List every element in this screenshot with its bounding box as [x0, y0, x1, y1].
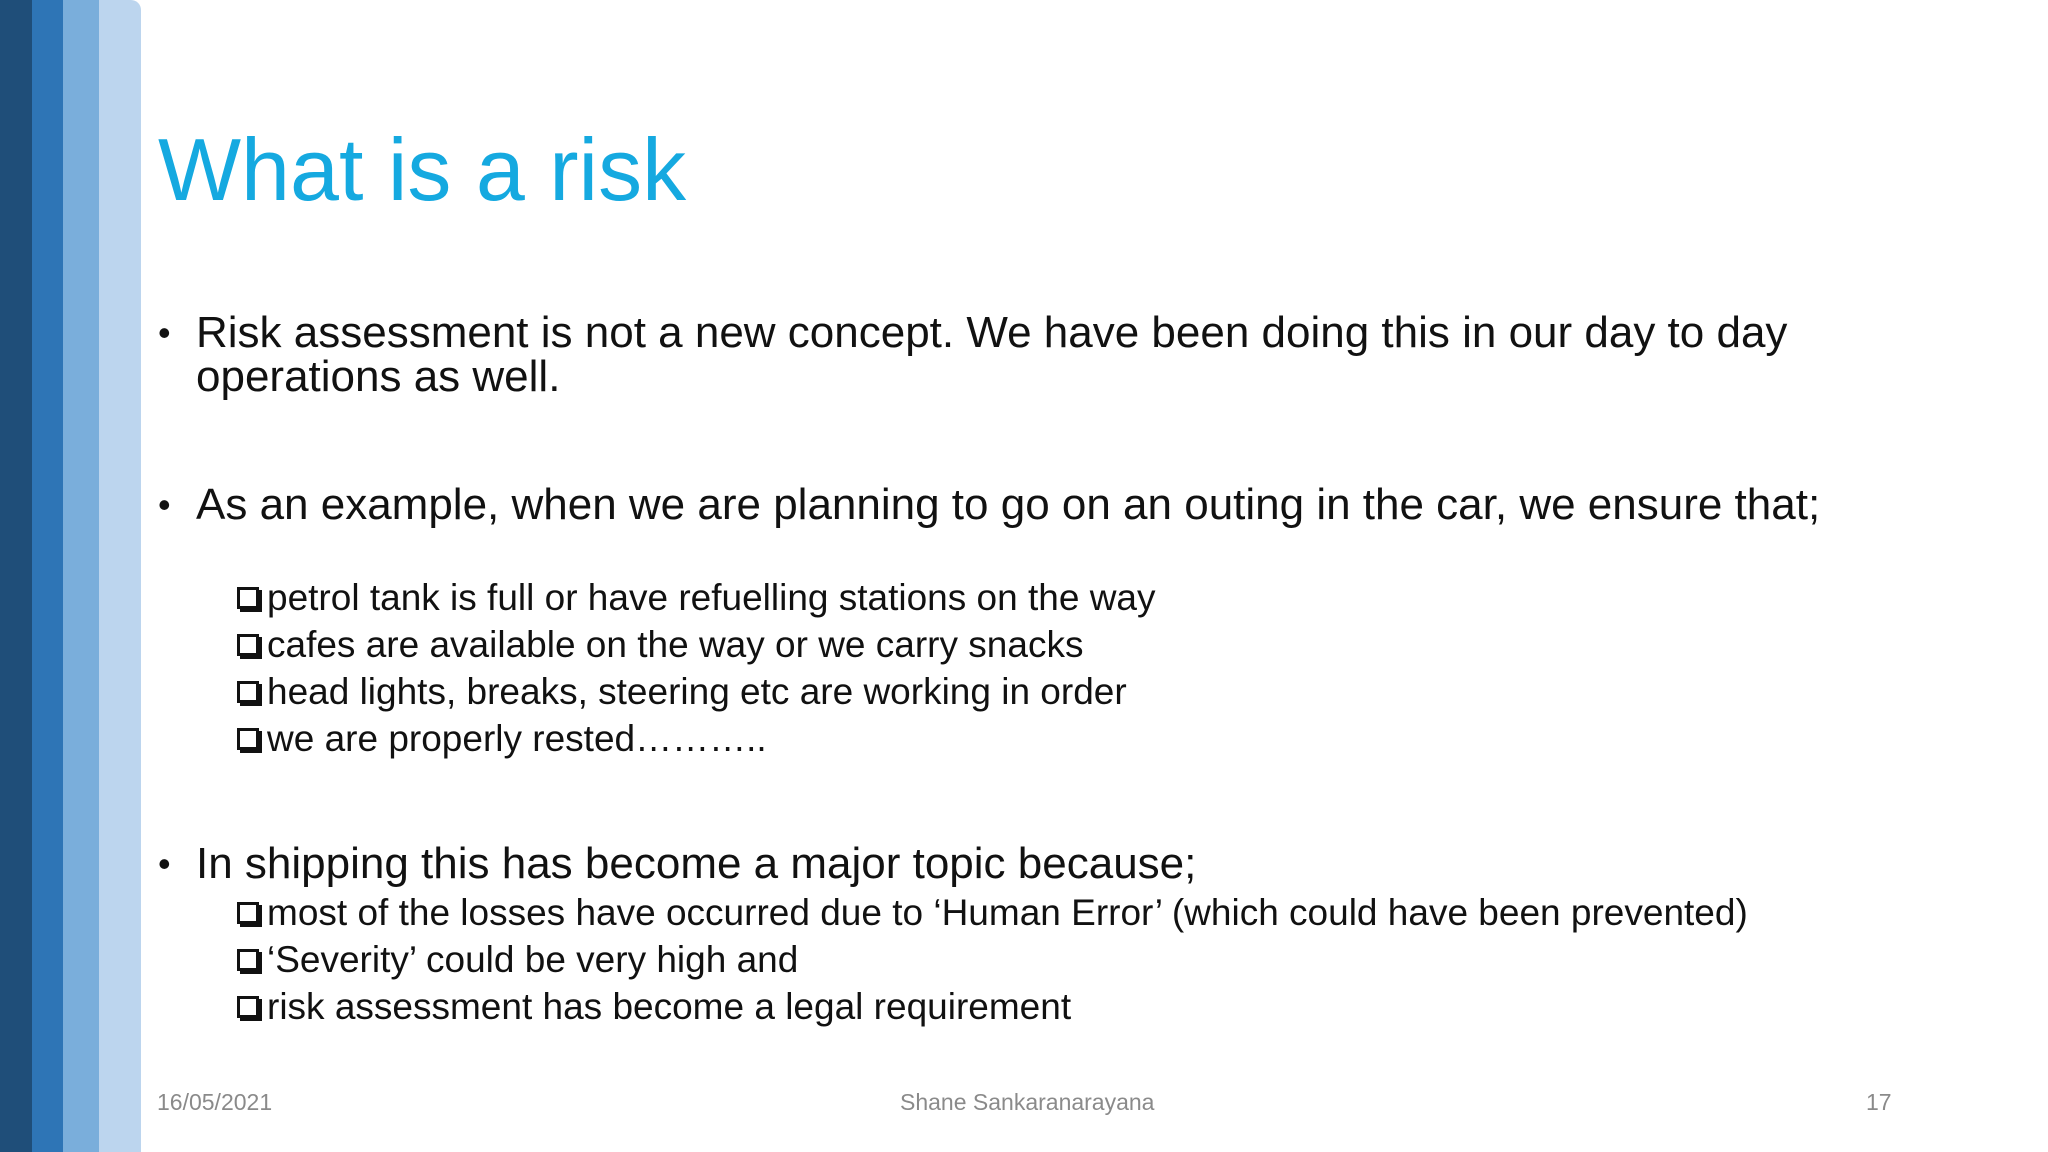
- sub-item-text: petrol tank is full or have refuelling stations on the way: [267, 577, 1156, 618]
- sub-list-item: [237, 621, 1156, 668]
- checkbox-square-icon: [237, 902, 259, 924]
- slide-title: What is a risk: [158, 120, 687, 219]
- sub-item-text: ‘Severity’ could be very high and: [267, 939, 799, 980]
- bullet-text: As an example, when we are planning to go on an outing in the car, we ensure that;: [196, 480, 1821, 529]
- sub-list-item: [237, 936, 1748, 983]
- checkbox-square-icon: [237, 996, 259, 1018]
- decorative-stripe-medium: [32, 0, 63, 1152]
- bullet-dot-icon: •: [158, 312, 171, 353]
- sub-list-item: [237, 668, 1156, 715]
- checkbox-square-icon: [237, 681, 259, 703]
- sub-item-text: cafes are available on the way or we carry snacks: [267, 624, 1084, 665]
- sub-list-item: [237, 983, 1748, 1030]
- sub-list: [237, 889, 1748, 1030]
- footer-page-number: 17: [1866, 1089, 1892, 1115]
- sub-list-item: [237, 889, 1748, 936]
- checkbox-square-icon: [237, 634, 259, 656]
- decorative-stripe-dark: [0, 0, 32, 1152]
- decorative-stripe-light: [63, 0, 99, 1152]
- sub-list-item: [237, 574, 1156, 621]
- bullet-text: In shipping this has become a major topic because;: [196, 839, 1197, 888]
- checkbox-square-icon: [237, 728, 259, 750]
- bullet-item: [158, 839, 1918, 888]
- bullet-item: [158, 308, 1918, 401]
- sub-item-text: head lights, breaks, steering etc are working in order: [267, 671, 1127, 712]
- bullet-dot-icon: •: [158, 843, 171, 884]
- bullet-dot-icon: •: [158, 484, 171, 525]
- bullet-item: [158, 480, 1918, 529]
- sub-item-text: risk assessment has become a legal requirement: [267, 986, 1072, 1027]
- sub-item-text: most of the losses have occurred due to ‘Human Error’ (which could have been prevented): [267, 892, 1748, 933]
- footer-author: Shane Sankaranarayana: [900, 1089, 1155, 1115]
- bullet-text: Risk assessment is not a new concept. We have been doing this in our day to day operations as well.: [196, 308, 1788, 401]
- sub-list-item: [237, 715, 1156, 762]
- decorative-stripe-pale: [99, 0, 141, 1152]
- sub-item-text: we are properly rested………..: [267, 718, 767, 759]
- checkbox-square-icon: [237, 949, 259, 971]
- footer-date: 16/05/2021: [157, 1089, 273, 1115]
- checkbox-square-icon: [237, 587, 259, 609]
- sub-list: [237, 574, 1156, 762]
